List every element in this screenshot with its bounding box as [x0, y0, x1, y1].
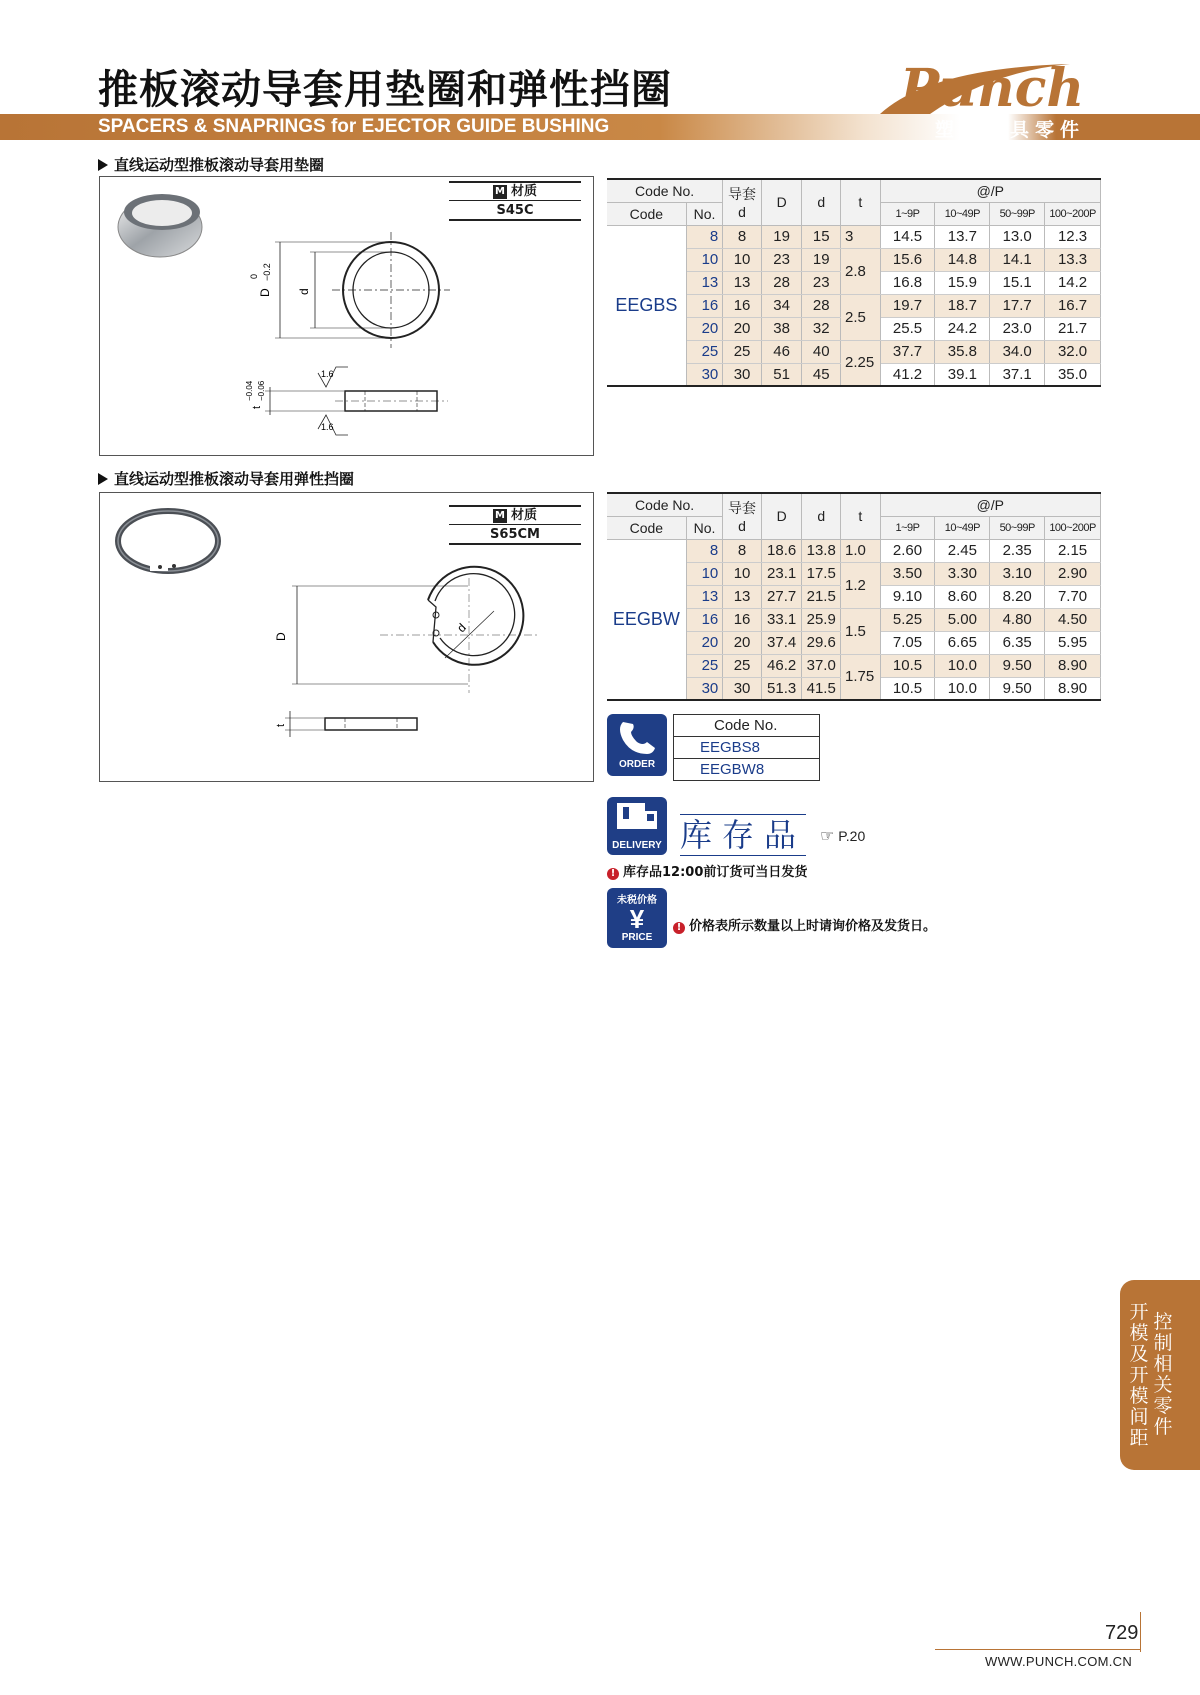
- D-cell: 34: [761, 294, 802, 317]
- price-cell: 39.1: [935, 363, 990, 386]
- price-cell: 41.2: [880, 363, 935, 386]
- price-cell: 4.80: [990, 608, 1045, 631]
- D-cell: 23.1: [761, 562, 802, 585]
- no-cell: 8: [686, 225, 723, 248]
- page-number: 729: [1105, 1622, 1139, 1644]
- triangle-bullet-icon: [98, 473, 108, 485]
- no-cell: 8: [686, 539, 723, 562]
- price-cell: 3.50: [880, 562, 935, 585]
- t-cell: 1.75: [841, 654, 881, 700]
- code-cell: EEGBS: [607, 225, 686, 386]
- hdr-guide-d-2: d: [738, 204, 746, 221]
- hdr-guide-d-1: 导套: [728, 500, 757, 517]
- price-cell: 5.95: [1045, 631, 1101, 654]
- t-cell: 1.2: [841, 562, 881, 608]
- page-reference-text: P.20: [838, 828, 866, 844]
- section2-label: [98, 468, 354, 489]
- price-cell: 12.3: [1045, 225, 1101, 248]
- d-cell: 17.5: [802, 562, 841, 585]
- price-cell: 4.50: [1045, 608, 1101, 631]
- footer-url[interactable]: WWW.PUNCH.COM.CN: [985, 1654, 1133, 1669]
- price-cell: 21.7: [1045, 317, 1101, 340]
- price-cell: 16.8: [880, 271, 935, 294]
- dim-d-label: d: [454, 620, 469, 636]
- price-cell: 9.50: [990, 654, 1045, 677]
- hdr-code-no: Code No.: [607, 493, 723, 516]
- price-cell: 2.35: [990, 539, 1045, 562]
- D-cell: 51: [761, 363, 802, 386]
- order-example-1: EEGBS8: [674, 737, 820, 759]
- section2-drawing-panel: [99, 492, 594, 782]
- price-cell: 18.7: [935, 294, 990, 317]
- price-cell: 8.90: [1045, 654, 1101, 677]
- hdr-no: No.: [686, 516, 723, 539]
- price-cell: 14.5: [880, 225, 935, 248]
- t-cell: 1.0: [841, 539, 881, 562]
- roughness-bottom: 1.6: [321, 422, 334, 432]
- d-cell: 25.9: [802, 608, 841, 631]
- price-cell: 37.1: [990, 363, 1045, 386]
- dim-D-label: D: [258, 288, 272, 297]
- no-cell: 13: [686, 585, 723, 608]
- yen-icon: ¥: [629, 904, 645, 934]
- guide-d-cell: 30: [723, 677, 762, 700]
- hdr-code: Code: [607, 202, 686, 225]
- delivery-note: [607, 861, 807, 880]
- price-cell: 35.8: [935, 340, 990, 363]
- stock-item-label: 库存品: [680, 816, 807, 854]
- order-example-table: [673, 714, 820, 781]
- hdr-t: t: [841, 179, 881, 225]
- price-cell: 24.2: [935, 317, 990, 340]
- d-cell: 32: [802, 317, 841, 340]
- D-cell: 51.3: [761, 677, 802, 700]
- section1-label-text: 直线运动型推板滚动导套用垫圈: [114, 156, 325, 174]
- delivery-icon-tile: [607, 797, 667, 855]
- logo-subtitle: 塑料模具零件: [935, 119, 1086, 141]
- price-cell: 13.3: [1045, 248, 1101, 271]
- hdr-D: D: [761, 493, 802, 539]
- t-cell: 2.8: [841, 248, 881, 294]
- price-cell: 2.15: [1045, 539, 1101, 562]
- guide-d-cell: 16: [723, 294, 762, 317]
- hdr-code: Code: [607, 516, 686, 539]
- dim-D-tol-bottom: −0.2: [262, 263, 272, 281]
- D-cell: 46.2: [761, 654, 802, 677]
- price-cell: 7.70: [1045, 585, 1101, 608]
- guide-d-cell: 25: [723, 654, 762, 677]
- price-cell: 23.0: [990, 317, 1045, 340]
- order-icon-tile: [607, 714, 667, 776]
- page-title-cn: 推板滚动导套用垫圈和弹性挡圈: [98, 67, 672, 113]
- material-icon: M: [493, 509, 507, 523]
- no-cell: 13: [686, 271, 723, 294]
- section1-label: [98, 154, 324, 175]
- price-cell: 19.7: [880, 294, 935, 317]
- price-cell: 2.45: [935, 539, 990, 562]
- price-cell: 2.90: [1045, 562, 1101, 585]
- D-cell: 27.7: [761, 585, 802, 608]
- price-cell: 8.60: [935, 585, 990, 608]
- dim-t-label: t: [251, 405, 263, 409]
- delivery-icon-label: DELIVERY: [612, 840, 662, 851]
- price-cell: 15.9: [935, 271, 990, 294]
- hdr-q3: 50~99P: [990, 516, 1045, 539]
- section1-drawing-panel: [99, 176, 594, 456]
- dim-t-tol-top: −0.04: [245, 380, 254, 401]
- hdr-code-no: Code No.: [607, 179, 723, 202]
- truck-icon: [607, 797, 667, 839]
- price-cell: 8.20: [990, 585, 1045, 608]
- order-icon-label: ORDER: [618, 759, 656, 770]
- D-cell: 28: [761, 271, 802, 294]
- material-label: 材质: [510, 184, 537, 199]
- d-cell: 15: [802, 225, 841, 248]
- footer-vertical-rule: [1140, 1612, 1141, 1652]
- price-cell: 10.5: [880, 654, 935, 677]
- no-cell: 10: [686, 562, 723, 585]
- price-cell: 37.7: [880, 340, 935, 363]
- price-icon-top: 未税价格: [617, 895, 657, 906]
- d-cell: 23: [802, 271, 841, 294]
- no-cell: 20: [686, 317, 723, 340]
- price-cell: 8.90: [1045, 677, 1101, 700]
- material-icon: M: [493, 185, 507, 199]
- price-note-text: 价格表所示数量以上时请询价格及发货日。: [689, 919, 937, 934]
- spacer-side-view: [265, 367, 448, 435]
- no-cell: 20: [686, 631, 723, 654]
- no-cell: 30: [686, 677, 723, 700]
- hdr-q4: 100~200P: [1045, 202, 1101, 225]
- no-cell: 16: [686, 608, 723, 631]
- guide-d-cell: 10: [723, 248, 762, 271]
- price-cell: 5.25: [880, 608, 935, 631]
- t-cell: 1.5: [841, 608, 881, 654]
- D-cell: 33.1: [761, 608, 802, 631]
- guide-d-cell: 20: [723, 631, 762, 654]
- dim-D-label: D: [274, 632, 288, 641]
- D-cell: 19: [761, 225, 802, 248]
- no-cell: 25: [686, 340, 723, 363]
- hdr-q1: 1~9P: [880, 516, 935, 539]
- material-value: S45C: [449, 201, 581, 221]
- guide-d-cell: 20: [723, 317, 762, 340]
- snapring-side-view: [285, 711, 417, 737]
- guide-d-cell: 25: [723, 340, 762, 363]
- pointing-hand-icon: ☞: [820, 828, 835, 845]
- page-title-en: SPACERS & SNAPRINGS for EJECTOR GUIDE BUSHING: [98, 116, 610, 137]
- triangle-bullet-icon: [98, 159, 108, 171]
- spacer-photo: [118, 194, 202, 257]
- price-cell: 14.8: [935, 248, 990, 271]
- hdr-q2: 10~49P: [935, 516, 990, 539]
- chapter-side-tab[interactable]: [1120, 1280, 1200, 1470]
- price-cell: 6.35: [990, 631, 1045, 654]
- price-cell: 5.00: [935, 608, 990, 631]
- price-cell: 13.7: [935, 225, 990, 248]
- d-cell: 21.5: [802, 585, 841, 608]
- price-cell: 14.1: [990, 248, 1045, 271]
- price-cell: 3.30: [935, 562, 990, 585]
- hdr-q4: 100~200P: [1045, 516, 1101, 539]
- price-cell: 7.05: [880, 631, 935, 654]
- snapring-photo: [118, 511, 218, 571]
- hdr-price: @/P: [880, 493, 1100, 516]
- price-cell: 10.0: [935, 654, 990, 677]
- spacer-drawing: [100, 177, 595, 457]
- material-label: 材质: [510, 508, 537, 523]
- price-cell: 25.5: [880, 317, 935, 340]
- price-cell: 10.5: [880, 677, 935, 700]
- hdr-d: d: [802, 493, 841, 539]
- hdr-guide-d-2: d: [738, 518, 746, 535]
- price-cell: 16.7: [1045, 294, 1101, 317]
- order-header: Code No.: [674, 715, 820, 737]
- price-cell: 15.1: [990, 271, 1045, 294]
- code-cell: EEGBW: [607, 539, 686, 700]
- price-cell: 13.0: [990, 225, 1045, 248]
- material-value: S65CM: [449, 525, 581, 545]
- D-cell: 23: [761, 248, 802, 271]
- price-icon-tile: [607, 888, 667, 948]
- d-cell: 13.8: [802, 539, 841, 562]
- snapring-front-view: [292, 567, 540, 693]
- punch-logo: [870, 58, 1190, 118]
- price-cell: 6.65: [935, 631, 990, 654]
- hdr-t: t: [841, 493, 881, 539]
- D-cell: 38: [761, 317, 802, 340]
- price-cell: 34.0: [990, 340, 1045, 363]
- footer-rule: [935, 1649, 1141, 1650]
- price-cell: 17.7: [990, 294, 1045, 317]
- guide-d-cell: 8: [723, 539, 762, 562]
- guide-d-cell: 8: [723, 225, 762, 248]
- hdr-q1: 1~9P: [880, 202, 935, 225]
- d-cell: 45: [802, 363, 841, 386]
- alert-icon: !: [607, 868, 619, 880]
- D-cell: 46: [761, 340, 802, 363]
- page-reference[interactable]: [820, 826, 865, 846]
- hdr-price: @/P: [880, 179, 1100, 202]
- D-cell: 18.6: [761, 539, 802, 562]
- dim-d-label: d: [297, 288, 311, 295]
- snapring-spec-table: [607, 492, 1101, 701]
- delivery-note-text: 库存品12:00前订货可当日发货: [623, 865, 808, 880]
- phone-icon: [607, 714, 667, 760]
- guide-d-cell: 16: [723, 608, 762, 631]
- dim-D-tol-top: 0: [249, 273, 259, 279]
- snapring-drawing: [100, 493, 595, 783]
- hdr-no: No.: [686, 202, 723, 225]
- order-example-2: EEGBW8: [674, 759, 820, 781]
- d-cell: 41.5: [802, 677, 841, 700]
- d-cell: 19: [802, 248, 841, 271]
- spacer-spec-table: [607, 178, 1101, 387]
- price-cell: 32.0: [1045, 340, 1101, 363]
- dim-t-label: t: [275, 723, 287, 727]
- price-cell: 9.10: [880, 585, 935, 608]
- hdr-guide-d: [723, 493, 762, 539]
- guide-d-cell: 13: [723, 585, 762, 608]
- alert-icon: !: [673, 922, 685, 934]
- d-cell: 40: [802, 340, 841, 363]
- t-cell: 2.5: [841, 294, 881, 340]
- hdr-D: D: [761, 179, 802, 225]
- t-cell: 2.25: [841, 340, 881, 386]
- side-tab-col2: 控制相关零件: [1153, 1311, 1173, 1438]
- no-cell: 25: [686, 654, 723, 677]
- D-cell: 37.4: [761, 631, 802, 654]
- hdr-q3: 50~99P: [990, 202, 1045, 225]
- hdr-q2: 10~49P: [935, 202, 990, 225]
- no-cell: 16: [686, 294, 723, 317]
- guide-d-cell: 10: [723, 562, 762, 585]
- side-tab-col1: 开模及开模间距: [1129, 1301, 1149, 1449]
- dim-t-tol-bottom: −0.06: [257, 380, 266, 401]
- price-cell: 15.6: [880, 248, 935, 271]
- d-cell: 37.0: [802, 654, 841, 677]
- hdr-guide-d: [723, 179, 762, 225]
- no-cell: 30: [686, 363, 723, 386]
- d-cell: 28: [802, 294, 841, 317]
- price-cell: 35.0: [1045, 363, 1101, 386]
- guide-d-cell: 13: [723, 271, 762, 294]
- hdr-d: d: [802, 179, 841, 225]
- price-cell: 3.10: [990, 562, 1045, 585]
- d-cell: 29.6: [802, 631, 841, 654]
- price-note: [673, 915, 936, 934]
- hdr-guide-d-1: 导套: [728, 186, 757, 203]
- price-cell: 10.0: [935, 677, 990, 700]
- price-cell: 2.60: [880, 539, 935, 562]
- guide-d-cell: 30: [723, 363, 762, 386]
- roughness-top: 1.6: [321, 369, 334, 379]
- price-icon-label: PRICE: [621, 932, 653, 943]
- section2-label-text: 直线运动型推板滚动导套用弹性挡圈: [114, 470, 355, 488]
- no-cell: 10: [686, 248, 723, 271]
- price-cell: 14.2: [1045, 271, 1101, 294]
- logo-wordmark: Punch: [900, 58, 1085, 118]
- price-cell: 9.50: [990, 677, 1045, 700]
- t-cell: 3: [841, 225, 881, 248]
